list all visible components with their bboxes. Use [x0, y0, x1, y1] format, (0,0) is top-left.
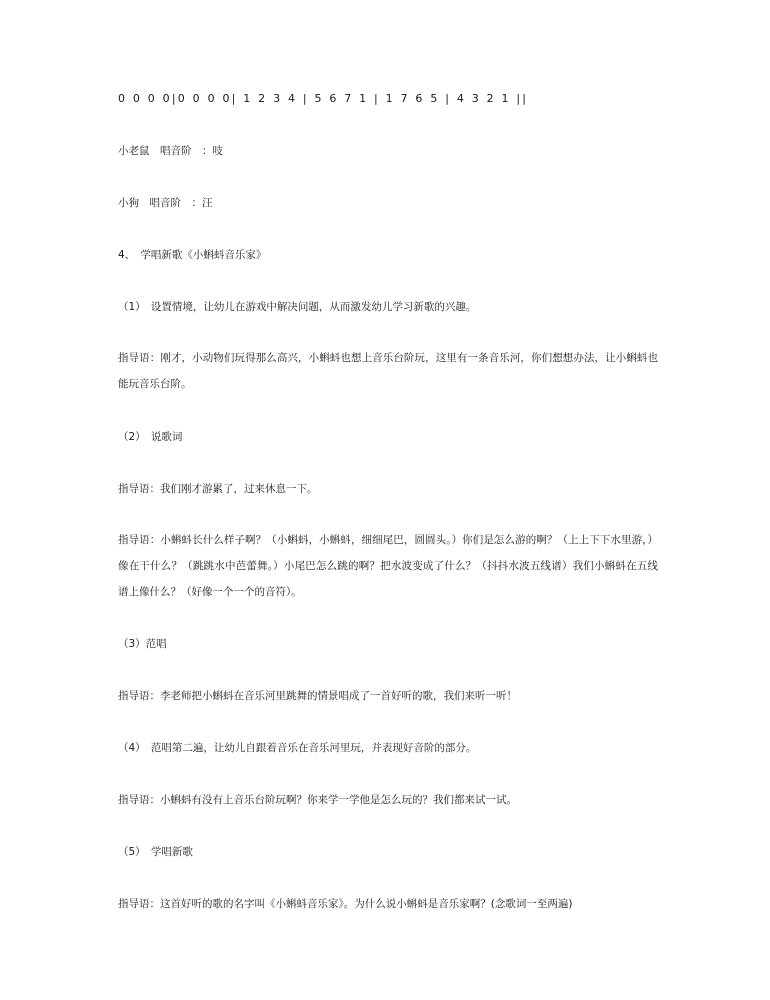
step-2: （2） 说歌词	[118, 431, 183, 443]
guide-5-paragraph: 指导语：这首好听的歌的名字叫《小蝌蚪音乐家》。为什么说小蝌蚪是音乐家啊？(念歌词一至两遍)	[118, 898, 573, 910]
guide-1-paragraph: 指导语：刚才，小动物们玩得那么高兴，小蝌蚪也想上音乐台阶玩，这里有一条音乐河，你们想想办法，让小蝌蚪也能玩音乐台阶。	[118, 352, 658, 390]
scale-notation: 0 0 0 0|0 0 0 0| 1 2 3 4 | 5 6 7 1 | 1 7 6 5 | 4 3 2 1 ||	[118, 92, 529, 105]
step-1: （1） 设置情境，让幼儿在游戏中解决问题，从而激发幼儿学习新歌的兴趣。	[118, 301, 477, 313]
mouse-scale-line: 小老鼠 唱音阶 ：吱	[118, 145, 223, 157]
dog-scale-line: 小狗 唱音阶 ：汪	[118, 197, 213, 209]
guide-2b-paragraph: 指导语：小蝌蚪长什么样子啊？（小蝌蚪，小蝌蚪，细细尾巴，圆圆头。）你们是怎么游的啊？（上上下下水里游，）像在干什么？（跳跳水中芭蕾舞。）小尾巴怎么跳的啊？把水波变成了什么？（抖抖水波五线谱）我们小蝌蚪在五线谱上像什么？（好像一个一个的音符）。	[118, 534, 658, 598]
step-5: （5） 学唱新歌	[118, 846, 193, 858]
section-4-heading: 4、 学唱新歌《小蝌蚪音乐家》	[118, 249, 267, 261]
guide-2a-paragraph: 指导语：我们刚才游累了，过来休息一下。	[118, 483, 318, 495]
guide-3-paragraph: 指导语：李老师把小蝌蚪在音乐河里跳舞的情景唱成了一首好听的歌，我们来听一听！	[118, 690, 517, 702]
step-4: （4） 范唱第二遍，让幼儿自跟着音乐在音乐河里玩，并表现好音阶的部分。	[118, 742, 477, 754]
step-3: （3）范唱	[118, 638, 167, 650]
guide-4-paragraph: 指导语：小蝌蚪有没有上音乐台阶玩啊？你来学一学他是怎么玩的？我们都来试一试。	[118, 794, 517, 806]
